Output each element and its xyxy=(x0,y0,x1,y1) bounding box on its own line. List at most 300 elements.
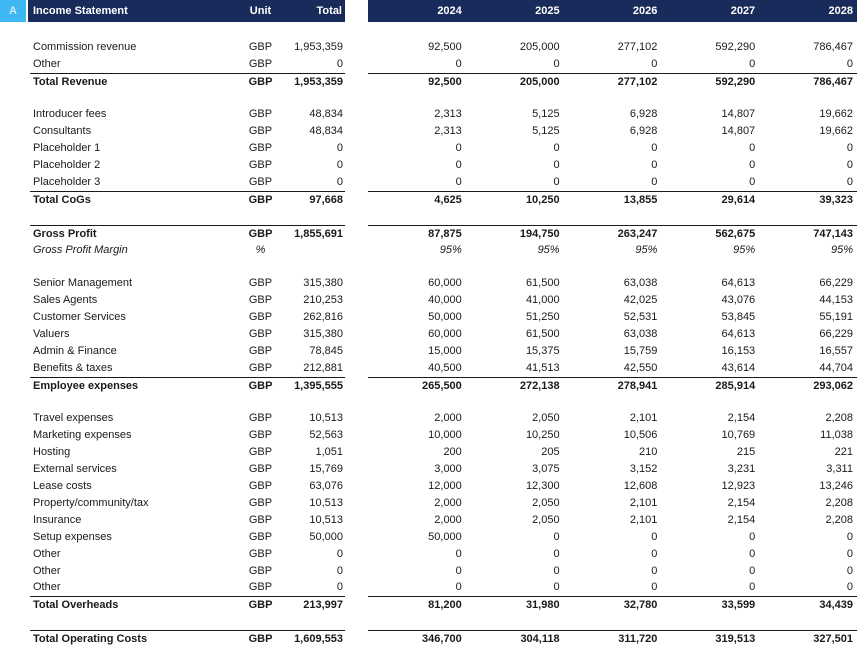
row-gap xyxy=(345,512,368,529)
row-total-cell[interactable]: 0 xyxy=(336,581,343,594)
row-years-block xyxy=(368,512,857,529)
year-value-cell-2024[interactable]: 2,000 xyxy=(434,412,462,425)
row-indent xyxy=(0,275,30,292)
year-value-cell-2025[interactable]: 205,000 xyxy=(519,75,560,88)
year-value-cell-2024[interactable]: 2,000 xyxy=(434,496,462,509)
year-value-cell-2028[interactable]: 221 xyxy=(834,446,853,459)
year-value-cell-2026[interactable]: 95% xyxy=(635,243,658,256)
year-value-cell-2026[interactable]: 263,247 xyxy=(617,227,658,240)
row-unit-cell[interactable]: GBP xyxy=(248,480,273,493)
year-value-cell-2026[interactable]: 311,720 xyxy=(618,633,658,646)
row-total-cell[interactable]: 1,953,359 xyxy=(294,75,343,88)
row-total-cell[interactable] xyxy=(288,242,345,259)
row-unit-cell[interactable]: GBP xyxy=(248,379,273,392)
table-row xyxy=(0,123,857,140)
year-value-cell-2028[interactable]: 2,208 xyxy=(825,412,853,425)
row-left-block xyxy=(30,343,345,360)
year-value-cell-2025[interactable]: 0 xyxy=(553,547,560,560)
row-indent xyxy=(0,174,30,191)
year-value-cell-2024[interactable]: 60,000 xyxy=(428,277,462,290)
year-column-header-2025[interactable]: 2025 xyxy=(535,5,560,17)
row-unit-cell[interactable]: GBP xyxy=(248,361,273,374)
row-years-block xyxy=(368,410,857,427)
year-value-cell-2024[interactable]: 2,000 xyxy=(434,513,462,526)
row-label-cell[interactable]: Total Operating Costs xyxy=(33,633,148,646)
row-unit-cell[interactable]: GBP xyxy=(248,193,273,206)
row-total-cell[interactable]: 50,000 xyxy=(309,530,343,543)
year-value-cell-2025[interactable]: 2,050 xyxy=(532,513,560,526)
row-unit-cell[interactable]: GBP xyxy=(248,125,273,138)
row-total-cell[interactable]: 10,513 xyxy=(309,513,343,526)
year-value-cell-2027[interactable]: 14,807 xyxy=(721,108,756,121)
row-label-cell[interactable]: Total CoGs xyxy=(33,193,91,206)
row-unit-cell[interactable]: GBP xyxy=(248,581,273,594)
row-left-block xyxy=(30,427,345,444)
year-value-cell-2026[interactable]: 0 xyxy=(651,581,658,594)
row-label-cell[interactable]: Consultants xyxy=(33,125,92,138)
row-unit-cell[interactable]: GBP xyxy=(248,311,273,324)
row-label-cell[interactable]: Placeholder 2 xyxy=(33,159,101,172)
year-value-cell-2024[interactable]: 10,000 xyxy=(428,429,462,442)
row-total-cell[interactable]: 210,253 xyxy=(303,294,343,307)
row-label-cell[interactable]: Benefits & taxes xyxy=(33,361,113,374)
year-value-cell-2027[interactable]: 16,153 xyxy=(721,344,756,357)
row-unit-cell[interactable]: GBP xyxy=(248,108,273,121)
year-value-cell-2025[interactable]: 0 xyxy=(553,142,560,155)
year-value-cell-2024[interactable]: 0 xyxy=(455,142,462,155)
year-value-cell-2027[interactable]: 64,613 xyxy=(721,328,756,341)
row-label-cell[interactable]: Other xyxy=(33,547,61,560)
year-value-cell-2028[interactable]: 0 xyxy=(846,57,853,70)
year-value-cell-2024[interactable]: 12,000 xyxy=(428,480,462,493)
row-left-block xyxy=(30,174,345,191)
year-value-cell-2026[interactable]: 3,152 xyxy=(629,463,658,476)
year-value-cell-2028[interactable]: 55,191 xyxy=(819,311,853,324)
year-value-cell-2024[interactable]: 4,625 xyxy=(434,193,462,206)
row-label-cell[interactable]: Property/community/tax xyxy=(33,496,149,509)
year-value-cell-2028[interactable]: 2,208 xyxy=(825,496,853,509)
year-value-cell-2028[interactable]: 0 xyxy=(846,176,853,189)
row-total-cell[interactable]: 315,380 xyxy=(303,328,343,341)
year-value-cell-2025[interactable]: 41,513 xyxy=(525,361,560,374)
year-value-cell-2027[interactable]: 43,076 xyxy=(721,294,756,307)
row-total-cell[interactable]: 48,834 xyxy=(309,125,343,138)
year-value-cell-2028[interactable]: 66,229 xyxy=(819,328,853,341)
year-value-cell-2025[interactable]: 12,300 xyxy=(525,480,560,493)
year-value-cell-2026[interactable]: 63,038 xyxy=(623,277,658,290)
row-label-cell[interactable]: Introducer fees xyxy=(33,108,107,121)
year-value-cell-2027[interactable]: 0 xyxy=(749,530,756,543)
row-label-cell[interactable]: Placeholder 1 xyxy=(33,142,101,155)
row-indent xyxy=(0,39,30,56)
year-value-cell-2027[interactable]: 0 xyxy=(749,176,756,189)
year-value-cell-2025[interactable]: 205 xyxy=(541,446,560,459)
row-indent xyxy=(0,360,30,377)
row-label-cell[interactable]: External services xyxy=(33,463,117,476)
year-value-cell-2025[interactable]: 31,980 xyxy=(525,599,560,612)
year-value-cell-2028[interactable]: 0 xyxy=(846,564,853,577)
row-unit-cell[interactable]: % xyxy=(255,243,266,256)
row-unit-cell[interactable]: GBP xyxy=(248,530,273,543)
year-value-cell-2026[interactable]: 12,608 xyxy=(623,480,658,493)
year-value-cell-2026[interactable]: 210 xyxy=(639,446,658,459)
year-value-cell-2025[interactable]: 0 xyxy=(553,57,560,70)
year-value-cell-2025[interactable]: 10,250 xyxy=(525,193,560,206)
year-value-cell-2028[interactable]: 19,662 xyxy=(819,125,853,138)
row-total-cell[interactable]: 1,855,691 xyxy=(294,227,343,240)
year-column-header-2027[interactable]: 2027 xyxy=(730,5,756,17)
row-left-block xyxy=(30,529,345,546)
year-value-cell-2028[interactable]: 16,557 xyxy=(819,344,853,357)
page-title[interactable]: Income Statement xyxy=(33,5,128,17)
row-gap xyxy=(345,596,368,613)
year-value-cell-2025[interactable]: 272,138 xyxy=(519,379,560,392)
table-row xyxy=(0,410,857,427)
year-value-cell-2026[interactable]: 52,531 xyxy=(623,311,658,324)
row-label-cell[interactable]: Sales Agents xyxy=(33,294,98,307)
year-value-cell-2025[interactable]: 304,118 xyxy=(520,633,560,646)
year-value-cell-2028[interactable]: 34,439 xyxy=(819,599,853,612)
row-label-cell[interactable]: Admin & Finance xyxy=(33,344,117,357)
year-value-cell-2024[interactable]: 2,313 xyxy=(434,125,462,138)
year-value-cell-2024[interactable]: 60,000 xyxy=(428,328,462,341)
year-value-cell-2028[interactable]: 66,229 xyxy=(819,277,853,290)
year-value-cell-2026[interactable]: 0 xyxy=(651,159,658,172)
row-total-cell[interactable]: 52,563 xyxy=(309,429,343,442)
year-value-cell-2025[interactable]: 95% xyxy=(537,243,560,256)
year-value-cell-2025[interactable]: 51,250 xyxy=(525,311,560,324)
row-unit-cell[interactable]: GBP xyxy=(248,40,273,53)
row-indent xyxy=(0,410,30,427)
year-value-cell-2027[interactable]: 2,154 xyxy=(727,412,756,425)
row-unit-cell[interactable]: GBP xyxy=(248,496,273,509)
table-row xyxy=(0,343,857,360)
year-value-cell-2027[interactable]: 3,231 xyxy=(727,463,756,476)
year-value-cell-2026[interactable]: 13,855 xyxy=(623,193,658,206)
row-label-cell[interactable]: Setup expenses xyxy=(33,530,112,543)
year-column-header-2028[interactable]: 2028 xyxy=(828,5,853,17)
year-value-cell-2026[interactable]: 277,102 xyxy=(617,40,658,53)
year-value-cell-2026[interactable]: 32,780 xyxy=(623,599,658,612)
year-value-cell-2027[interactable]: 14,807 xyxy=(721,125,756,138)
row-total-cell[interactable]: 1,051 xyxy=(315,446,343,459)
year-value-cell-2025[interactable]: 2,050 xyxy=(532,496,560,509)
row-gap xyxy=(345,427,368,444)
row-label-cell[interactable]: Senior Management xyxy=(33,277,133,290)
row-unit-cell[interactable]: GBP xyxy=(248,75,273,88)
table-row xyxy=(0,427,857,444)
year-value-cell-2028[interactable]: 44,153 xyxy=(819,294,853,307)
year-value-cell-2027[interactable]: 53,845 xyxy=(721,311,756,324)
row-total-cell[interactable]: 97,668 xyxy=(309,193,343,206)
row-label-cell[interactable]: Placeholder 3 xyxy=(33,176,101,189)
row-indent xyxy=(0,478,30,495)
row-unit-cell[interactable]: GBP xyxy=(248,446,273,459)
year-value-cell-2026[interactable]: 0 xyxy=(651,547,658,560)
year-value-cell-2028[interactable]: 2,208 xyxy=(825,513,853,526)
year-value-cell-2025[interactable]: 41,000 xyxy=(525,294,560,307)
year-value-cell-2026[interactable]: 0 xyxy=(651,142,658,155)
year-value-cell-2024[interactable]: 3,000 xyxy=(434,463,462,476)
row-unit-cell[interactable]: GBP xyxy=(248,294,273,307)
row-total-cell[interactable]: 63,076 xyxy=(309,480,343,493)
year-value-cell-2027[interactable]: 0 xyxy=(749,159,756,172)
year-value-cell-2024[interactable]: 2,313 xyxy=(434,108,462,121)
row-total-cell[interactable]: 10,513 xyxy=(309,412,343,425)
row-total-cell[interactable]: 0 xyxy=(336,564,343,577)
row-unit-cell[interactable]: GBP xyxy=(248,277,273,290)
row-total-cell[interactable]: 10,513 xyxy=(309,496,343,509)
year-value-cell-2028[interactable]: 0 xyxy=(846,547,853,560)
row-total-cell[interactable]: 315,380 xyxy=(303,277,343,290)
year-column-header-2024[interactable]: 2024 xyxy=(437,5,462,17)
row-total-cell[interactable]: 0 xyxy=(336,142,343,155)
row-total-cell[interactable]: 15,769 xyxy=(309,463,343,476)
row-label-cell[interactable]: Commission revenue xyxy=(33,40,137,53)
year-value-cell-2027[interactable]: 2,154 xyxy=(727,496,756,509)
year-value-cell-2026[interactable]: 0 xyxy=(651,176,658,189)
year-value-cell-2026[interactable]: 0 xyxy=(651,57,658,70)
row-left-block xyxy=(30,360,345,377)
row-total-cell[interactable]: 78,845 xyxy=(309,344,343,357)
year-column-header-2026[interactable]: 2026 xyxy=(632,5,658,17)
year-value-cell-2026[interactable]: 42,025 xyxy=(623,294,658,307)
row-unit-cell[interactable]: GBP xyxy=(248,344,273,357)
year-value-cell-2024[interactable]: 0 xyxy=(455,564,462,577)
year-value-cell-2028[interactable]: 747,143 xyxy=(813,227,853,240)
year-value-cell-2028[interactable]: 293,062 xyxy=(813,379,853,392)
row-gap xyxy=(345,579,368,596)
year-value-cell-2024[interactable]: 15,000 xyxy=(428,344,462,357)
row-total-cell[interactable]: 212,881 xyxy=(303,361,343,374)
column-header-a[interactable]: A xyxy=(0,0,26,22)
row-gap xyxy=(345,191,368,208)
year-value-cell-2027[interactable]: 95% xyxy=(733,243,756,256)
row-total-cell[interactable]: 0 xyxy=(336,57,343,70)
row-unit-cell[interactable]: GBP xyxy=(248,564,273,577)
year-value-cell-2024[interactable]: 0 xyxy=(455,547,462,560)
row-total-cell[interactable]: 1,395,555 xyxy=(294,379,343,392)
table-row xyxy=(0,394,857,411)
year-value-cell-2025[interactable]: 0 xyxy=(553,581,560,594)
year-value-cell-2025[interactable]: 0 xyxy=(553,564,560,577)
row-indent xyxy=(0,292,30,309)
year-value-cell-2027[interactable]: 319,513 xyxy=(715,633,756,646)
year-value-cell-2028[interactable]: 0 xyxy=(846,530,853,543)
row-label-cell[interactable]: Other xyxy=(33,564,61,577)
year-value-cell-2027[interactable]: 29,614 xyxy=(721,193,756,206)
row-total-cell[interactable]: 0 xyxy=(336,547,343,560)
year-value-cell-2027[interactable]: 592,290 xyxy=(715,75,756,88)
row-indent xyxy=(0,123,30,140)
year-value-cell-2024[interactable]: 95% xyxy=(439,243,462,256)
year-value-cell-2027[interactable]: 592,290 xyxy=(715,40,756,53)
row-label-cell[interactable]: Gross Profit xyxy=(33,227,97,240)
year-value-cell-2028[interactable]: 13,246 xyxy=(819,480,853,493)
year-value-cell-2024[interactable]: 200 xyxy=(443,446,462,459)
year-value-cell-2024[interactable]: 40,500 xyxy=(428,361,462,374)
table-row xyxy=(0,208,857,225)
row-label-cell[interactable]: Marketing expenses xyxy=(33,429,132,442)
row-unit-cell[interactable]: GBP xyxy=(248,142,273,155)
row-left-block xyxy=(30,292,345,309)
year-value-cell-2026[interactable]: 63,038 xyxy=(623,328,658,341)
year-value-cell-2025[interactable]: 2,050 xyxy=(532,412,560,425)
year-value-cell-2026[interactable]: 0 xyxy=(651,530,658,543)
row-label-cell[interactable]: Other xyxy=(33,581,61,594)
year-value-cell-2028[interactable]: 11,038 xyxy=(820,429,853,442)
row-label-cell[interactable]: Hosting xyxy=(33,446,71,459)
row-indent xyxy=(0,56,30,73)
year-value-cell-2028[interactable]: 327,501 xyxy=(813,633,853,646)
year-value-cell-2027[interactable]: 10,769 xyxy=(721,429,756,442)
year-value-cell-2024[interactable]: 50,000 xyxy=(428,530,462,543)
row-indent xyxy=(0,427,30,444)
row-indent xyxy=(0,529,30,546)
year-value-cell-2025[interactable]: 61,500 xyxy=(525,277,560,290)
year-value-cell-2026[interactable]: 2,101 xyxy=(629,412,658,425)
row-unit-cell[interactable]: GBP xyxy=(248,412,273,425)
year-value-cell-2027[interactable]: 0 xyxy=(749,581,756,594)
table-row xyxy=(0,529,857,546)
table-row xyxy=(0,242,857,259)
row-unit-cell[interactable]: GBP xyxy=(248,227,273,240)
year-value-cell-2028[interactable]: 3,311 xyxy=(826,463,853,476)
year-value-cell-2026[interactable]: 6,928 xyxy=(629,125,658,138)
year-value-cell-2024[interactable]: 265,500 xyxy=(422,379,462,392)
row-unit-cell[interactable]: GBP xyxy=(248,176,273,189)
year-value-cell-2026[interactable]: 10,506 xyxy=(623,429,658,442)
year-value-cell-2025[interactable]: 3,075 xyxy=(532,463,560,476)
row-total-cell[interactable]: 0 xyxy=(336,176,343,189)
year-value-cell-2028[interactable]: 39,323 xyxy=(819,193,853,206)
year-value-cell-2024[interactable]: 92,500 xyxy=(428,40,462,53)
row-label-cell[interactable]: Total Revenue xyxy=(33,75,108,88)
year-value-cell-2025[interactable]: 15,375 xyxy=(525,344,560,357)
year-value-cell-2024[interactable]: 40,000 xyxy=(428,294,462,307)
row-years-block xyxy=(368,596,857,613)
year-value-cell-2025[interactable]: 205,000 xyxy=(519,40,560,53)
year-value-cell-2024[interactable]: 81,200 xyxy=(428,599,462,612)
year-value-cell-2025[interactable]: 0 xyxy=(553,176,560,189)
year-value-cell-2026[interactable]: 6,928 xyxy=(629,108,658,121)
year-value-cell-2027[interactable]: 2,154 xyxy=(727,513,756,526)
year-value-cell-2027[interactable]: 64,613 xyxy=(721,277,756,290)
row-label-cell[interactable]: Lease costs xyxy=(33,480,92,493)
row-years-block xyxy=(368,478,857,495)
row-label-cell[interactable]: Insurance xyxy=(33,513,82,526)
row-unit-cell[interactable]: GBP xyxy=(248,633,273,646)
year-value-cell-2028[interactable]: 95% xyxy=(830,243,853,256)
year-value-cell-2025[interactable]: 0 xyxy=(553,530,560,543)
year-value-cell-2024[interactable]: 346,700 xyxy=(422,633,462,646)
row-unit-cell[interactable]: GBP xyxy=(248,463,273,476)
year-value-cell-2027[interactable]: 562,675 xyxy=(715,227,756,240)
year-value-cell-2024[interactable]: 0 xyxy=(455,159,462,172)
unit-column-header[interactable]: Unit xyxy=(249,5,272,17)
year-value-cell-2026[interactable]: 15,759 xyxy=(623,344,658,357)
row-indent xyxy=(0,630,30,647)
year-value-cell-2028[interactable]: 0 xyxy=(846,581,853,594)
row-total-cell[interactable]: 213,997 xyxy=(303,599,343,612)
year-value-cell-2026[interactable]: 42,550 xyxy=(623,361,658,374)
year-value-cell-2025[interactable]: 61,500 xyxy=(525,328,560,341)
row-unit-cell[interactable]: GBP xyxy=(248,429,273,442)
year-value-cell-2024[interactable]: 0 xyxy=(455,581,462,594)
row-total-cell[interactable]: 1,609,553 xyxy=(294,633,343,646)
year-value-cell-2024[interactable]: 50,000 xyxy=(428,311,462,324)
year-value-cell-2025[interactable]: 5,125 xyxy=(532,108,560,121)
row-indent xyxy=(0,326,30,343)
row-unit-cell[interactable]: GBP xyxy=(248,513,273,526)
year-value-cell-2026[interactable]: 277,102 xyxy=(617,75,658,88)
year-value-cell-2028[interactable]: 786,467 xyxy=(813,40,853,53)
year-value-cell-2028[interactable]: 0 xyxy=(846,159,853,172)
year-value-cell-2027[interactable]: 215 xyxy=(736,446,756,459)
row-total-cell[interactable]: 1,953,359 xyxy=(294,40,343,53)
row-label-cell[interactable]: Travel expenses xyxy=(33,412,114,425)
year-value-cell-2024[interactable]: 92,500 xyxy=(428,75,462,88)
year-value-cell-2026[interactable]: 0 xyxy=(651,564,658,577)
year-value-cell-2025[interactable]: 0 xyxy=(553,159,560,172)
year-value-cell-2026[interactable]: 2,101 xyxy=(629,513,658,526)
row-label-cell[interactable]: Total Overheads xyxy=(33,599,119,612)
year-value-cell-2027[interactable]: 33,599 xyxy=(721,599,756,612)
row-left-block xyxy=(30,56,345,73)
row-total-cell[interactable]: 0 xyxy=(336,159,343,172)
year-value-cell-2024[interactable]: 0 xyxy=(455,176,462,189)
row-left-block xyxy=(30,563,345,580)
row-label-cell[interactable]: Gross Profit Margin xyxy=(33,243,128,256)
row-label-cell[interactable]: Customer Services xyxy=(33,311,126,324)
year-value-cell-2027[interactable]: 0 xyxy=(749,142,756,155)
year-value-cell-2027[interactable]: 285,914 xyxy=(715,379,756,392)
row-total-cell[interactable]: 48,834 xyxy=(309,108,343,121)
year-value-cell-2027[interactable]: 12,923 xyxy=(721,480,756,493)
row-label-cell[interactable]: Employee expenses xyxy=(33,379,139,392)
year-value-cell-2028[interactable]: 19,662 xyxy=(819,108,853,121)
table-row xyxy=(0,478,857,495)
year-value-cell-2026[interactable]: 2,101 xyxy=(629,496,658,509)
year-value-cell-2024[interactable]: 87,875 xyxy=(428,227,462,240)
row-total-cell[interactable]: 262,816 xyxy=(303,311,343,324)
row-label-cell[interactable]: Other xyxy=(33,57,61,70)
year-value-cell-2025[interactable]: 10,250 xyxy=(525,429,560,442)
row-unit-cell[interactable]: GBP xyxy=(248,328,273,341)
year-value-cell-2028[interactable]: 44,704 xyxy=(819,361,853,374)
total-column-header[interactable]: Total xyxy=(316,5,342,17)
year-value-cell-2025[interactable]: 5,125 xyxy=(532,125,560,138)
row-unit-cell[interactable]: GBP xyxy=(248,159,273,172)
year-value-cell-2027[interactable]: 0 xyxy=(749,564,756,577)
year-value-cell-2027[interactable]: 43,614 xyxy=(721,361,756,374)
row-years-block xyxy=(368,191,857,208)
row-years-block xyxy=(368,39,857,56)
row-unit-cell[interactable]: GBP xyxy=(248,57,273,70)
year-value-cell-2025[interactable]: 194,750 xyxy=(519,227,560,240)
year-value-cell-2027[interactable]: 0 xyxy=(749,57,756,70)
year-value-cell-2028[interactable]: 0 xyxy=(846,142,853,155)
year-value-cell-2024[interactable]: 0 xyxy=(455,57,462,70)
year-value-cell-2028[interactable]: 786,467 xyxy=(813,75,853,88)
row-unit-cell[interactable]: GBP xyxy=(248,547,273,560)
row-gap xyxy=(345,478,368,495)
row-gap xyxy=(345,106,368,123)
year-value-cell-2027[interactable]: 0 xyxy=(749,547,756,560)
year-value-cell-2026[interactable]: 278,941 xyxy=(617,379,658,392)
row-unit-cell[interactable]: GBP xyxy=(248,599,273,612)
row-label-cell[interactable]: Valuers xyxy=(33,328,70,341)
